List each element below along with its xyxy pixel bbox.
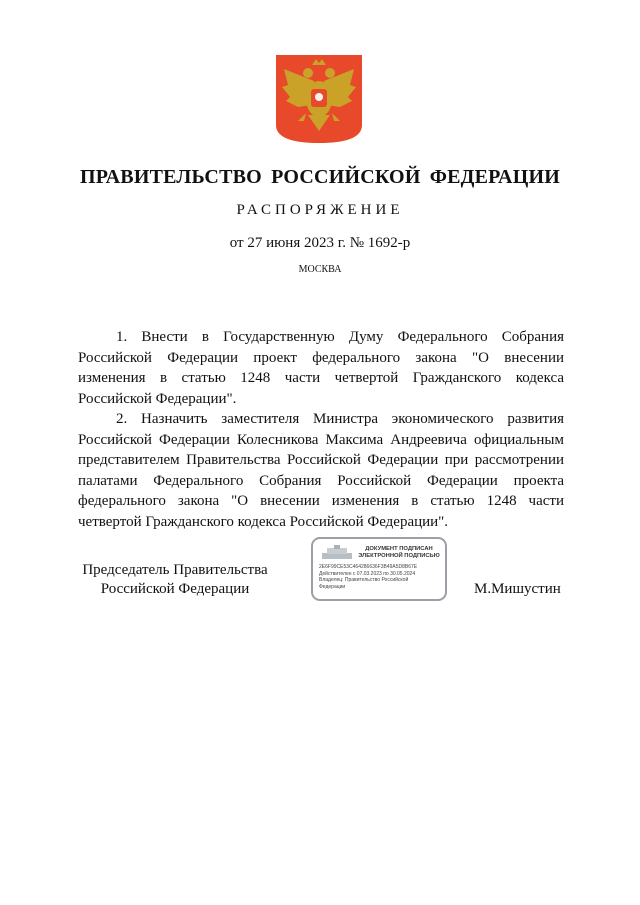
coat-of-arms-emblem <box>276 55 362 143</box>
signatory-position-line-2: Российской Федерации <box>100 581 250 597</box>
stamp-title-line-1: ДОКУМЕНТ ПОДПИСАН <box>365 546 433 552</box>
electronic-signature-stamp <box>311 537 447 601</box>
body-item-1: 1. Внести в Государственную Думу Федерального Собрания Российской Федерации проект федерального закона "О внесении изменения в статью 1248 части четвертой Гражданского кодекса Российской Федерации". <box>78 329 564 407</box>
emblem-icon <box>321 545 353 561</box>
stamp-owner-line-2: Федерации <box>319 583 346 590</box>
government-title: ПРАВИТЕЛЬСТВО РОССИЙСКОЙ ФЕДЕРАЦИИ <box>80 166 560 188</box>
body-item-2: 2. Назначить заместителя Министра экономического развития Российской Федерации Колесникова Максима Андреевича официальным представителем Правительства Российской Федерации при рассмотрении палатами Федерального Собрания Российской Федерации проекта федерального закона "О внесении изменения в статью 1248 части четвертой Гражданского кодекса Российской Федерации". <box>78 411 564 530</box>
stamp-title <box>357 546 441 560</box>
stamp-title-line-2: ЭЛЕКТРОННОЙ ПОДПИСЬЮ <box>358 553 440 559</box>
signatory-position <box>60 561 290 599</box>
stamp-validity: Действителен с 07.03.2023 по 30.05.2024 <box>319 570 416 577</box>
document-date-number: от 27 июня 2023 г. № 1692-р <box>229 235 411 251</box>
signatory-name: М.Мишустин <box>474 581 561 597</box>
city-label: МОСКВА <box>298 264 342 275</box>
document-body <box>78 327 564 532</box>
document-type: РАСПОРЯЖЕНИЕ <box>236 202 404 218</box>
stamp-details <box>319 564 445 590</box>
stamp-owner-line-1: Владелец: Правительство Российской <box>319 577 409 584</box>
stamp-certificate: 2E6F99CE53C464286636F3B49A5D8B67E <box>319 564 418 570</box>
signatory-position-line-1: Председатель Правительства <box>82 562 268 578</box>
